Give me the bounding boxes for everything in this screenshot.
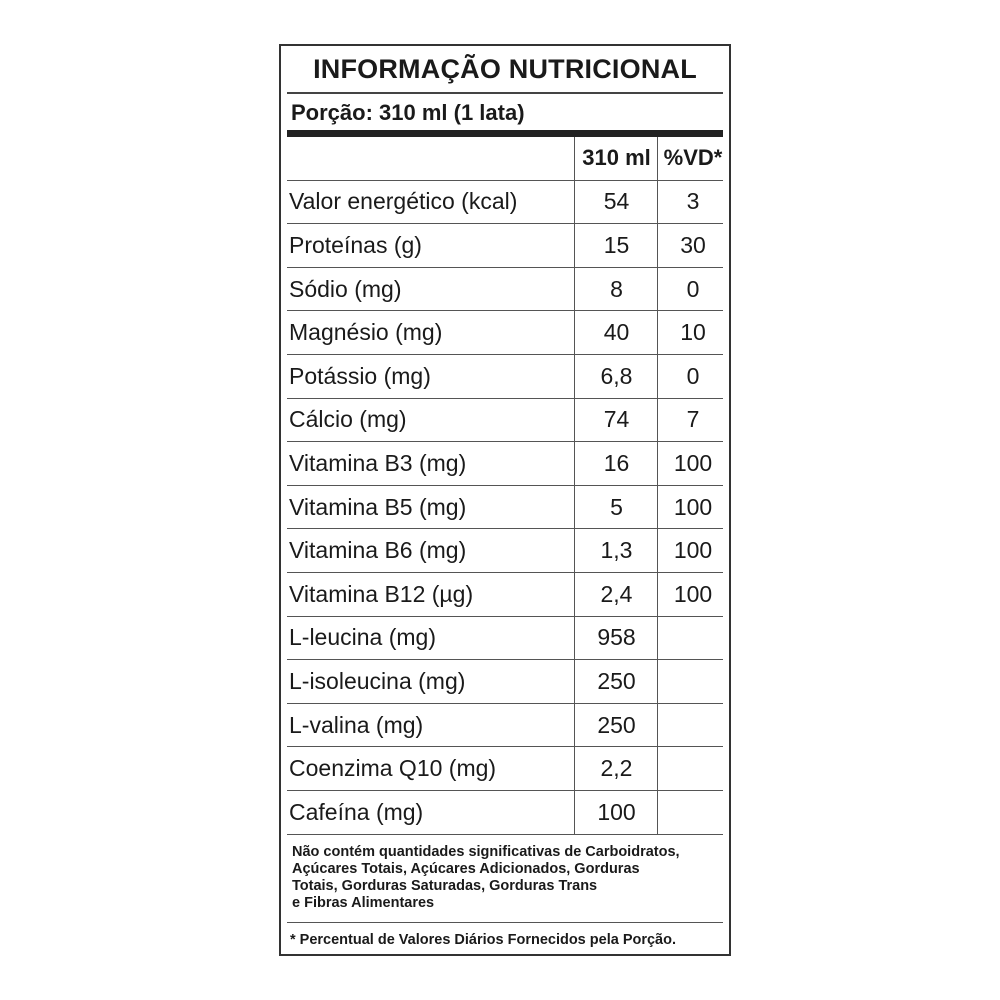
nutrient-qty: 6,8 xyxy=(574,355,658,398)
nutrient-name: Vitamina B6 (mg) xyxy=(289,537,467,564)
nutrient-vd: 100 xyxy=(657,442,728,485)
nutrient-vd: 7 xyxy=(657,399,728,442)
table-row xyxy=(287,486,723,530)
nutrient-qty: 5 xyxy=(574,486,658,529)
label-title: INFORMAÇÃO NUTRICIONAL xyxy=(313,54,697,84)
nutrient-name: Proteínas (g) xyxy=(289,231,422,258)
nutrient-qty: 2,2 xyxy=(574,747,658,790)
nutrient-name: L-leucina (mg) xyxy=(289,624,436,651)
table-row xyxy=(287,791,723,835)
nutrient-vd: 3 xyxy=(657,181,728,224)
nutrient-qty: 40 xyxy=(574,311,658,354)
note-line: Açúcares Totais, Açúcares Adicionados, Gorduras xyxy=(292,861,640,877)
nutrient-vd: 30 xyxy=(657,224,728,267)
nutrient-vd: 100 xyxy=(657,486,728,529)
note-line: Não contém quantidades significativas de Carboidratos, xyxy=(292,844,680,860)
header-empty-cell xyxy=(289,137,574,180)
table-row xyxy=(287,311,723,355)
nutrient-name: L-isoleucina (mg) xyxy=(289,667,466,694)
nutrient-vd: 0 xyxy=(657,268,728,311)
nutrient-name: Potássio (mg) xyxy=(289,362,431,389)
table-row xyxy=(287,573,723,617)
nutrient-vd xyxy=(657,704,728,747)
nutrient-name: Cafeína (mg) xyxy=(289,798,424,825)
nutrient-qty: 2,4 xyxy=(574,573,658,616)
nutrient-name: Cálcio (mg) xyxy=(289,406,407,433)
note-line: e Fibras Alimentares xyxy=(292,895,435,911)
nutrient-vd: 10 xyxy=(657,311,728,354)
table-row xyxy=(287,181,723,225)
nutrient-name: Vitamina B3 (mg) xyxy=(289,449,467,476)
header-vd: %VD* xyxy=(657,137,728,180)
header-qty: 310 ml xyxy=(574,137,658,180)
nutrient-qty: 15 xyxy=(574,224,658,267)
nutrient-qty: 100 xyxy=(574,791,658,834)
nutrient-qty: 250 xyxy=(574,704,658,747)
nutrient-name: Sódio (mg) xyxy=(289,275,402,302)
table-row xyxy=(287,747,723,791)
nutrient-vd xyxy=(657,660,728,703)
footnote-divider xyxy=(287,922,723,923)
nutrient-name: Vitamina B12 (µg) xyxy=(289,580,474,607)
nutrient-vd xyxy=(657,617,728,660)
nutrient-qty: 54 xyxy=(574,181,658,224)
table-row xyxy=(287,704,723,748)
nutrient-qty: 8 xyxy=(574,268,658,311)
note-line: Totais, Gorduras Saturadas, Gorduras Trans xyxy=(292,878,598,894)
nutrient-name: Valor energético (kcal) xyxy=(289,188,518,215)
table-row xyxy=(287,224,723,268)
table-row xyxy=(287,355,723,399)
nutrient-name: Coenzima Q10 (mg) xyxy=(289,755,497,782)
table-row xyxy=(287,442,723,486)
nutrient-qty: 1,3 xyxy=(574,529,658,572)
nutrient-qty: 250 xyxy=(574,660,658,703)
nutrient-qty: 16 xyxy=(574,442,658,485)
nutrition-facts-label xyxy=(279,44,731,956)
nutrient-name: Vitamina B5 (mg) xyxy=(289,493,467,520)
nutrient-name: Magnésio (mg) xyxy=(289,319,443,346)
table-row xyxy=(287,268,723,312)
nutrient-vd: 0 xyxy=(657,355,728,398)
nutrient-qty: 74 xyxy=(574,399,658,442)
not-significant-note xyxy=(292,844,728,912)
nutrient-qty: 958 xyxy=(574,617,658,660)
table-row xyxy=(287,529,723,573)
nutrient-vd xyxy=(657,747,728,790)
table-row xyxy=(287,660,723,704)
footnote: * Percentual de Valores Diários Fornecidos pela Porção. xyxy=(290,932,677,948)
nutrient-vd: 100 xyxy=(657,573,728,616)
table-row xyxy=(287,399,723,443)
thick-divider xyxy=(287,130,723,137)
nutrient-name: L-valina (mg) xyxy=(289,711,424,738)
title-divider xyxy=(287,92,723,94)
table-row xyxy=(287,617,723,661)
nutrient-vd: 100 xyxy=(657,529,728,572)
nutrient-table xyxy=(287,137,723,835)
nutrient-vd xyxy=(657,791,728,834)
table-header-row xyxy=(287,137,723,181)
portion-size: Porção: 310 ml (1 lata) xyxy=(291,100,525,125)
